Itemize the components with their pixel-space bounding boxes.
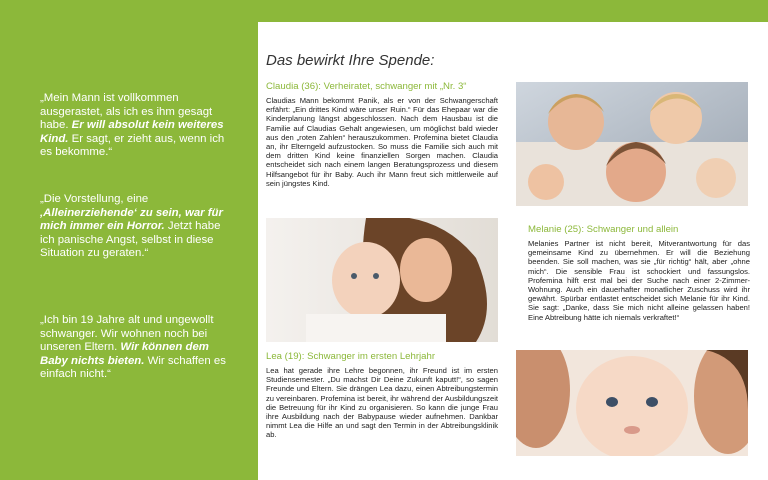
melanie-text: Melanies Partner ist nicht bereit, Mitverantwortung für das gemeinsame Kind zu übernehmen. Er will die Beziehung beenden. Sie soll machen, was sie „für richtig“ hält, aber „ohne mich“. Die sensible Frau ist schockiert und fassungslos. Profemina hilft erst mal bei der Suche nach einer 2-Zimmer-Wohnung. Auch ein dauerhafter monatlicher Zuschuss wird ihr gewährt. Spürbar entlastet entscheidet sich Melanie für ihr Kind. Sie sagt: „Danke, dass Sie mich nicht alleine gelassen haben! Eine Abtreibung hätte ich niemals verkraftet!“ bbox=[528, 239, 750, 322]
quote-1: „Mein Mann ist vollkommen ausgerastet, als ich es ihm gesagt habe. Er will absolut kein weiteres Kind. Er sagt, er zieht aus, wenn ich es bekomme.“ bbox=[40, 92, 225, 159]
claudia-text: Claudias Mann bekommt Panik, als er von der Schwangerschaft erfährt: „Ein drittes Kind wäre unser Ruin.“ Für das Ehepaar war die Kinderplanung längst abgeschlossen. Nach dem Hausbau ist die Familie auf Claudias Gehalt angewiesen, um möglichst bald wieder aus den „roten Zahlen“ herauszukommen. Profemina bietet Claudia an, ihr Elterngeld aufzustocken. So muss die Familie sich auch mit dem dritten Kind keine finanziellen Sorgen machen. Claudia entscheidet sich nach einem langen Beratungsprozess und diesem Hilfsangebot für ihr Baby. Auch ihr Mann freut sich mittlerweile auf sein jüngstes Kind. bbox=[266, 96, 498, 188]
page-heading: Das bewirkt Ihre Spende: bbox=[266, 52, 435, 69]
melanie-title: Melanie (25): Schwanger und allein bbox=[528, 224, 679, 235]
quote-3: „Ich bin 19 Jahre alt und ungewollt schwanger. Wir wohnen noch bei unseren Eltern. Wir können dem Baby nichts bieten. Wir schaffen es einfach nicht.“ bbox=[40, 314, 226, 381]
claudia-title: Claudia (36): Verheiratet, schwanger mit „Nr. 3“ bbox=[266, 81, 467, 92]
family-photo bbox=[516, 82, 748, 206]
quote-2: „Die Vorstellung, eine ‚Alleinerziehende‘ zu sein, war für mich immer ein Horror. Jetzt habe ich panische Angst, selbst in diese Situation zu geraten.“ bbox=[40, 193, 223, 260]
mother-baby-photo bbox=[266, 218, 498, 342]
lea-title: Lea (19): Schwanger im ersten Lehrjahr bbox=[266, 351, 436, 362]
green-top-band bbox=[258, 0, 768, 22]
baby-kiss-photo bbox=[516, 350, 748, 456]
lea-text: Lea hat gerade ihre Lehre begonnen, ihr Freund ist im ersten Studiensemester. „Du machst Dir Deine Zukunft kaputt!“, so sagen Freunde und Eltern. Sie drängen Lea dazu, einen Abtreibungstermin zu vereinbaren. Profemina ist bereit, ihr während der Ausbildungszeit die Betreuung für ihr Kind zu organisieren. So kann die junge Frau ihre Ausbildung nach der Babypause wieder aufnehmen. Dankbar nimmt Lea die Hilfe an und sagt den Termin in der Abtreibungsklinik ab. bbox=[266, 366, 498, 440]
